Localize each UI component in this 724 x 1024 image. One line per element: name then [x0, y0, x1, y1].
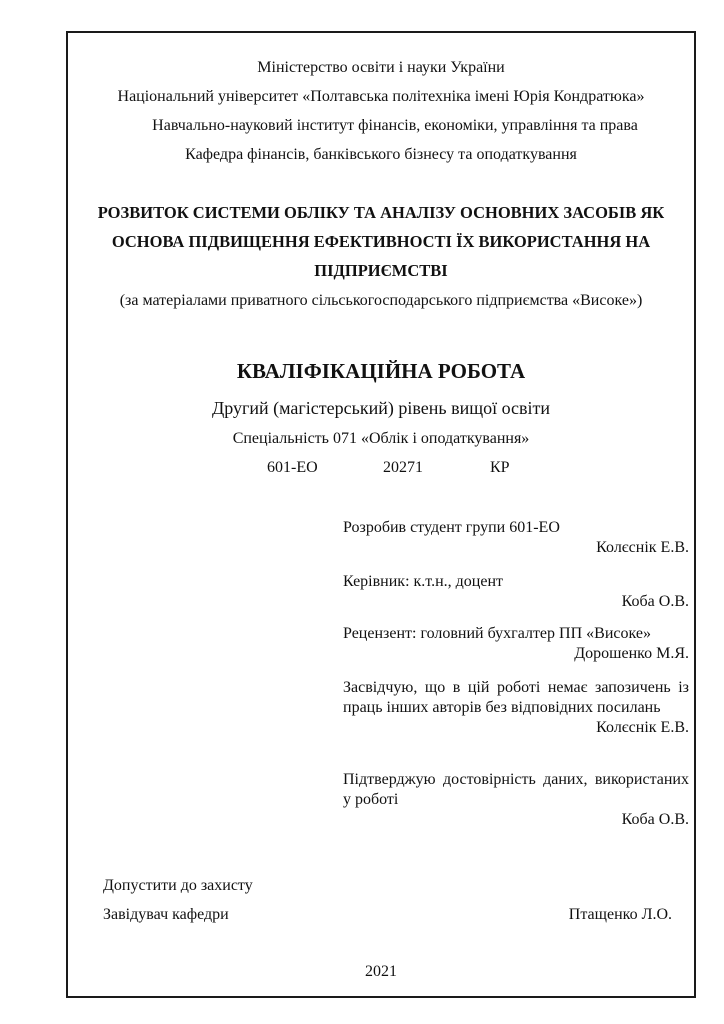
developer-label: Розробив студент групи 601-ЕО	[343, 519, 560, 536]
supervisor-name: Коба О.В.	[621, 593, 689, 610]
ministry-name: Міністерство освіти і науки України	[257, 59, 505, 76]
supervisor-label: Керівник: к.т.н., доцент	[343, 573, 503, 590]
work-code: КР	[490, 459, 510, 476]
institute-name: Навчально-науковий інститут фінансів, економіки, управління та права	[152, 117, 638, 134]
reviewer-label: Рецензент: головний бухгалтер ПП «Високе»	[343, 625, 651, 642]
student-code: 20271	[383, 459, 423, 476]
data-confirmation-name: Коба О.В.	[621, 811, 689, 828]
topic-subtitle: (за матеріалами приватного сільськогосподарського підприємства «Високе»)	[119, 292, 643, 309]
education-level: Другий (магістерський) рівень вищої освіти	[211, 398, 551, 418]
topic-title-line-3: ПІДПРИЄМСТВІ	[314, 261, 448, 280]
data-confirmation-block	[343, 770, 689, 830]
reviewer-block	[343, 624, 689, 664]
admit-to-defense-label: Допустити до захисту	[103, 877, 253, 894]
topic-title-line-1: РОЗВИТОК СИСТЕМИ ОБЛІКУ ТА АНАЛІЗУ ОСНОВНИХ ЗАСОБІВ ЯК	[97, 203, 665, 222]
head-of-department-label: Завідувач кафедри	[103, 906, 229, 923]
specialty: Спеціальність 071 «Облік і оподаткування»	[232, 430, 530, 447]
university-name: Національний університет «Полтавська політехніка імені Юрія Кондратюка»	[117, 88, 645, 105]
title-page-frame	[66, 31, 696, 998]
year: 2021	[365, 963, 397, 980]
reviewer-name: Дорошенко М.Я.	[574, 645, 689, 662]
data-statement: Підтверджую достовірність даних, використаних у роботі	[343, 771, 689, 808]
originality-block	[343, 678, 689, 738]
group-code: 601-ЕО	[267, 459, 318, 476]
topic-title-line-2: ОСНОВА ПІДВИЩЕННЯ ЕФЕКТИВНОСТІ ЇХ ВИКОРИСТАННЯ НА	[111, 232, 651, 251]
department-name: Кафедра фінансів, банківського бізнесу та оподаткування	[185, 146, 577, 163]
work-type-heading: КВАЛІФІКАЦІЙНА РОБОТА	[236, 359, 526, 383]
supervisor-block	[343, 572, 689, 612]
originality-name: Колєснік Е.В.	[596, 719, 689, 736]
developer-name: Колєснік Е.В.	[596, 539, 689, 556]
head-of-department-name: Птащенко Л.О.	[568, 906, 672, 923]
originality-statement: Засвідчую, що в цій роботі немає запозичень із праць інших авторів без відповідних посилань	[343, 679, 689, 716]
developer-block	[343, 518, 689, 558]
